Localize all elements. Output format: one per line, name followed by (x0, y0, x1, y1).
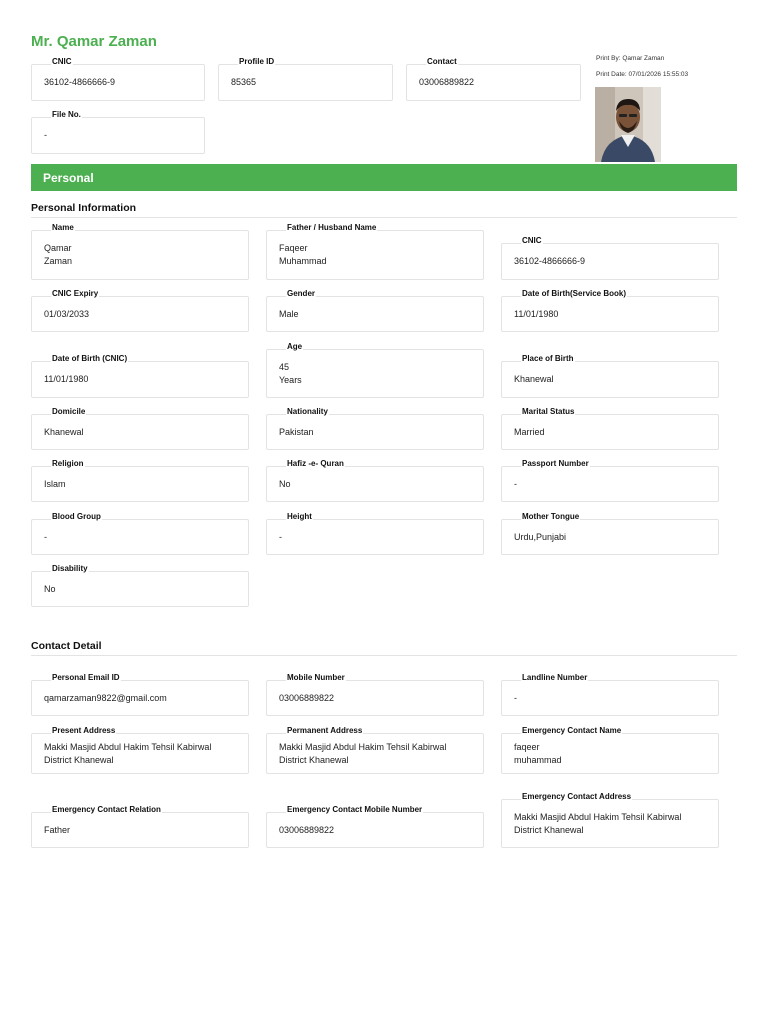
section-personal-header: Personal (31, 164, 737, 191)
blood-group-value: - (44, 531, 47, 542)
cnic-value: 36102-4866666-9 (514, 256, 586, 266)
personal-email-value: qamarzaman9822@gmail.com (44, 692, 167, 703)
mother-tongue-label: Mother Tongue (522, 512, 580, 521)
permanent-address-field (266, 726, 484, 774)
header-cnic-value: 36102-4866666-9 (44, 77, 116, 87)
place-of-birth-field (501, 354, 719, 398)
age-value: 45 Years (279, 361, 302, 385)
present-address-label: Present Address (52, 726, 116, 735)
disability-value: No (44, 583, 56, 594)
cnic-label: CNIC (522, 236, 542, 245)
marital-status-field (501, 407, 719, 450)
cnic-expiry-label: CNIC Expiry (52, 289, 99, 298)
passport-number-label: Passport Number (522, 459, 589, 468)
gender-label: Gender (287, 289, 316, 298)
mobile-number-field (266, 673, 484, 716)
emergency-contact-relation-field (31, 805, 249, 848)
age-label: Age (287, 342, 303, 351)
contact-value: 03006889822 (419, 77, 475, 87)
height-value: - (279, 531, 282, 542)
name-field (31, 223, 249, 280)
present-address-value: Makki Masjid Abdul Hakim Tehsil Kabirwal District Khanewal (44, 741, 212, 765)
religion-label: Religion (52, 459, 84, 468)
emergency-contact-name-label: Emergency Contact Name (522, 726, 622, 735)
hafiz-e-quran-field (266, 459, 484, 502)
emergency-contact-mobile-label: Emergency Contact Mobile Number (287, 805, 423, 814)
nationality-field (266, 407, 484, 450)
profile-id-value: 85365 (231, 77, 257, 87)
mobile-number-value: 03006889822 (279, 692, 335, 703)
mother-tongue-field (501, 512, 719, 555)
header-cnic-label: CNIC (52, 57, 72, 66)
personal-email-label: Personal Email ID (52, 673, 120, 682)
landline-number-field (501, 673, 719, 716)
landline-number-label: Landline Number (522, 673, 588, 682)
landline-number-value: - (514, 692, 517, 703)
gender-value: Male (279, 308, 299, 319)
profile-id-label: Profile ID (239, 57, 275, 66)
contact-field (406, 57, 581, 101)
permanent-address-value: Makki Masjid Abdul Hakim Tehsil Kabirwal District Khanewal (279, 741, 447, 765)
father-husband-name-value: Faqeer Muhammad (279, 243, 327, 266)
person-name: Mr. Qamar Zaman (31, 33, 157, 50)
emergency-contact-relation-value: Father (44, 824, 71, 835)
print-date: Print Date: 07/01/2026 15:55:03 (596, 71, 689, 78)
domicile-value: Khanewal (44, 426, 84, 437)
emergency-contact-address-field (501, 792, 719, 848)
mobile-number-label: Mobile Number (287, 673, 345, 682)
file-no-value: - (44, 130, 47, 140)
place-of-birth-label: Place of Birth (522, 354, 574, 363)
emergency-contact-mobile-value: 03006889822 (279, 824, 335, 835)
profile-id-field (218, 57, 393, 101)
dob-service-book-field (501, 289, 719, 332)
height-field (266, 512, 484, 555)
father-husband-name-label: Father / Husband Name (287, 223, 377, 232)
dob-cnic-label: Date of Birth (CNIC) (52, 354, 128, 363)
nationality-value: Pakistan (279, 426, 314, 437)
header-cnic-field (31, 57, 205, 101)
father-husband-name-field (266, 223, 484, 280)
place-of-birth-value: Khanewal (514, 374, 554, 384)
nationality-label: Nationality (287, 407, 328, 416)
person-photo-icon (595, 87, 661, 162)
divider (31, 655, 737, 656)
blood-group-label: Blood Group (52, 512, 101, 521)
domicile-field (31, 407, 249, 450)
cnic-expiry-value: 01/03/2033 (44, 308, 90, 319)
hafiz-e-quran-label: Hafiz -e- Quran (287, 459, 344, 468)
gender-field (266, 289, 484, 332)
divider (31, 217, 737, 218)
contact-detail-heading: Contact Detail (31, 640, 102, 652)
emergency-contact-name-value: faqeer muhammad (514, 741, 562, 765)
religion-field (31, 459, 249, 502)
height-label: Height (287, 512, 312, 521)
name-value: Qamar Zaman (44, 243, 73, 266)
marital-status-value: Married (514, 426, 545, 437)
name-label: Name (52, 223, 74, 232)
personal-information-heading: Personal Information (31, 202, 137, 214)
religion-value: Islam (44, 478, 66, 489)
emergency-contact-relation-label: Emergency Contact Relation (52, 805, 161, 814)
dob-cnic-field (31, 354, 249, 398)
disability-label: Disability (52, 564, 88, 573)
age-field (266, 342, 484, 398)
file-no-field (31, 110, 205, 154)
hafiz-e-quran-value: No (279, 478, 291, 489)
passport-number-field (501, 459, 719, 502)
emergency-contact-name-field (501, 726, 719, 774)
dob-cnic-value: 11/01/1980 (44, 374, 89, 384)
blood-group-field (31, 512, 249, 555)
dob-service-book-label: Date of Birth(Service Book) (522, 289, 627, 298)
disability-field (31, 564, 249, 607)
emergency-contact-address-label: Emergency Contact Address (522, 792, 632, 801)
emergency-contact-address-value: Makki Masjid Abdul Hakim Tehsil Kabirwal District Khanewal (514, 811, 682, 835)
personal-email-field (31, 673, 249, 716)
permanent-address-label: Permanent Address (287, 726, 363, 735)
present-address-field (31, 726, 249, 774)
emergency-contact-mobile-field (266, 805, 484, 848)
cnic-field (501, 236, 719, 280)
marital-status-label: Marital Status (522, 407, 575, 416)
file-no-label: File No. (52, 110, 81, 119)
contact-label: Contact (427, 57, 457, 66)
profile-photo (595, 87, 661, 162)
passport-number-value: - (514, 478, 517, 489)
cnic-expiry-field (31, 289, 249, 332)
print-by: Print By: Qamar Zaman (596, 55, 665, 62)
domicile-label: Domicile (52, 407, 86, 416)
mother-tongue-value: Urdu,Punjabi (514, 531, 567, 542)
dob-service-book-value: 11/01/1980 (514, 308, 559, 319)
